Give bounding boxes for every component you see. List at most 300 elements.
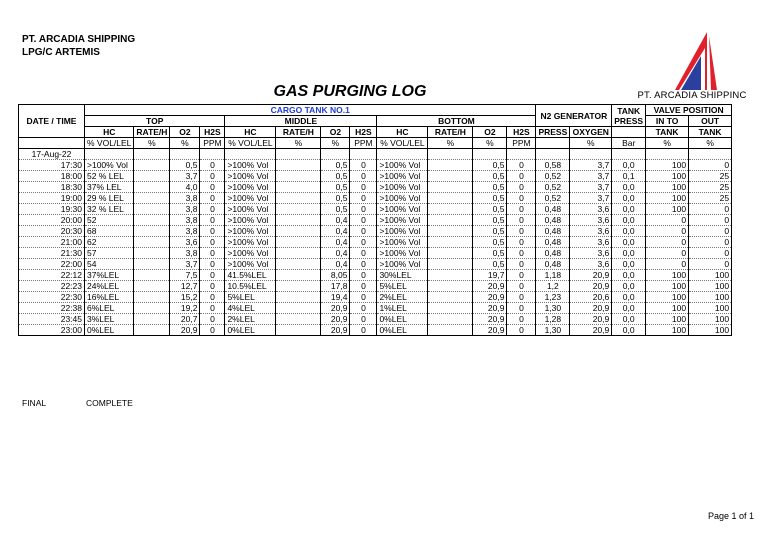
cell-b-hc: 30%LEL	[377, 270, 428, 281]
cell-rate	[428, 182, 473, 193]
cell-t-hc: 52 % LEL	[85, 171, 134, 182]
cell-b-o2: 0,5	[473, 204, 507, 215]
cell-b-hc: >100% Vol	[377, 160, 428, 171]
cell-t-hc: 0%LEL	[85, 325, 134, 336]
cell-m-o2: 0,4	[321, 248, 350, 259]
cell-out: 0	[689, 248, 732, 259]
cell-b-hc: >100% Vol	[377, 204, 428, 215]
cell-b-hc: >100% Vol	[377, 237, 428, 248]
cell-out: 100	[689, 270, 732, 281]
cell-tank: 0,0	[612, 204, 646, 215]
cell-t-hc: 3%LEL	[85, 314, 134, 325]
cell-b-h2s: 0	[507, 215, 536, 226]
cell-t-o2: 20,7	[170, 314, 200, 325]
cell-b-h2s: 0	[507, 182, 536, 193]
cell-in: 100	[646, 171, 689, 182]
cell-rate	[276, 303, 321, 314]
cell-b-o2: 0,5	[473, 237, 507, 248]
cell-t-h2s: 0	[200, 325, 225, 336]
table-row	[19, 314, 732, 325]
cell-m-h2s: 0	[350, 325, 377, 336]
cell-t-h2s: 0	[200, 248, 225, 259]
cell-time: 20:00	[19, 215, 85, 226]
header-h2s: H2S	[350, 127, 377, 138]
cell-t-o2: 3,6	[170, 237, 200, 248]
cell-press: 0,48	[536, 226, 570, 237]
cell-rate	[428, 193, 473, 204]
cell-b-h2s: 0	[507, 160, 536, 171]
cell-time: 23:45	[19, 314, 85, 325]
table-row	[19, 292, 732, 303]
cell-rate	[134, 204, 170, 215]
cell-t-o2: 3,8	[170, 204, 200, 215]
header-valve-position: VALVE POSITION	[646, 105, 732, 116]
cell-rate	[428, 292, 473, 303]
cell-m-h2s: 0	[350, 160, 377, 171]
cell-out: 100	[689, 325, 732, 336]
unit-h2s: PPM	[200, 138, 225, 149]
table-row	[19, 171, 732, 182]
cell-m-o2: 0,5	[321, 204, 350, 215]
cell-m-hc: 5%LEL	[225, 292, 276, 303]
cell-out: 0	[689, 160, 732, 171]
cell-rate	[428, 270, 473, 281]
cell-oxy: 3,6	[570, 226, 612, 237]
header-date-time: DATE / TIME	[19, 105, 85, 138]
cell-b-hc: 0%LEL	[377, 325, 428, 336]
cell-rate	[276, 325, 321, 336]
unit-o2: %	[473, 138, 507, 149]
table-row	[19, 215, 732, 226]
cell-t-o2: 19,2	[170, 303, 200, 314]
cell-rate	[276, 314, 321, 325]
cell-b-hc: >100% Vol	[377, 182, 428, 193]
cell-in: 100	[646, 314, 689, 325]
cell-m-h2s: 0	[350, 259, 377, 270]
cell-t-hc: 62	[85, 237, 134, 248]
cell-rate	[134, 226, 170, 237]
cell-press: 1,30	[536, 325, 570, 336]
unit-bar: Bar	[612, 138, 646, 149]
cell-in: 100	[646, 182, 689, 193]
cell-tank: 0,0	[612, 237, 646, 248]
cell-time: 22:38	[19, 303, 85, 314]
cell-rate	[428, 160, 473, 171]
cell-b-h2s: 0	[507, 314, 536, 325]
unit-rate: %	[134, 138, 170, 149]
table-row	[19, 270, 732, 281]
cell-in: 100	[646, 281, 689, 292]
cell-t-h2s: 0	[200, 215, 225, 226]
vessel-name: LPG/C ARTEMIS	[22, 47, 100, 58]
cell-t-h2s: 0	[200, 193, 225, 204]
cell-m-o2: 19,4	[321, 292, 350, 303]
cell-t-h2s: 0	[200, 314, 225, 325]
cell-rate	[276, 193, 321, 204]
cell-t-o2: 0,5	[170, 160, 200, 171]
header-h2s: H2S	[507, 127, 536, 138]
cell-m-hc: 0%LEL	[225, 325, 276, 336]
cell-tank: 0,0	[612, 160, 646, 171]
final-status: COMPLETE	[86, 398, 133, 408]
header-rate: RATE/H	[276, 127, 321, 138]
cell-time: 19:30	[19, 204, 85, 215]
cell-rate	[134, 292, 170, 303]
table-row	[19, 325, 732, 336]
cell-time: 21:00	[19, 237, 85, 248]
cell-t-o2: 3,7	[170, 171, 200, 182]
cell-press: 0,58	[536, 160, 570, 171]
cell-oxy: 3,6	[570, 204, 612, 215]
cell-m-hc: 4%LEL	[225, 303, 276, 314]
cell-b-hc: >100% Vol	[377, 193, 428, 204]
header-o2: O2	[170, 127, 200, 138]
cell-t-hc: 68	[85, 226, 134, 237]
cell-in: 0	[646, 248, 689, 259]
cell-m-h2s: 0	[350, 314, 377, 325]
cell-in: 100	[646, 193, 689, 204]
unit-h2s: PPM	[507, 138, 536, 149]
cell-rate	[134, 171, 170, 182]
cell-tank: 0,0	[612, 303, 646, 314]
cell-rate	[428, 248, 473, 259]
cell-tank: 0,0	[612, 281, 646, 292]
unit-press	[536, 138, 570, 149]
cell-time: 20:30	[19, 226, 85, 237]
cell-m-hc: >100% Vol	[225, 182, 276, 193]
cell-m-hc: >100% Vol	[225, 226, 276, 237]
cell-b-o2: 0,5	[473, 160, 507, 171]
cell-b-hc: >100% Vol	[377, 248, 428, 259]
cell-rate	[428, 314, 473, 325]
cell-b-h2s: 0	[507, 193, 536, 204]
cell-m-h2s: 0	[350, 171, 377, 182]
header-into: IN TO	[646, 116, 689, 127]
cell-m-hc: >100% Vol	[225, 259, 276, 270]
cell-in: 0	[646, 215, 689, 226]
cell-tank: 0,1	[612, 171, 646, 182]
header-out-tank: TANK	[689, 127, 732, 138]
date-row	[19, 149, 732, 160]
cell-press: 1,28	[536, 314, 570, 325]
cell-oxy: 3,7	[570, 193, 612, 204]
unit-rate: %	[276, 138, 321, 149]
cell-t-h2s: 0	[200, 303, 225, 314]
cell-oxy: 20,9	[570, 281, 612, 292]
cell-out: 100	[689, 292, 732, 303]
cell-m-hc: >100% Vol	[225, 160, 276, 171]
cell-b-o2: 0,5	[473, 193, 507, 204]
header-rate: RATE/H	[134, 127, 170, 138]
cell-t-o2: 3,8	[170, 248, 200, 259]
cell-b-hc: 2%LEL	[377, 292, 428, 303]
cell-time: 21:30	[19, 248, 85, 259]
cell-rate	[134, 193, 170, 204]
cell-oxy: 3,7	[570, 182, 612, 193]
cell-rate	[134, 237, 170, 248]
table-row	[19, 281, 732, 292]
cell-t-hc: >100% Vol	[85, 160, 134, 171]
unit-oxygen: %	[570, 138, 612, 149]
cell-t-h2s: 0	[200, 281, 225, 292]
cell-press: 0,52	[536, 171, 570, 182]
cell-time: 18:30	[19, 182, 85, 193]
cell-b-h2s: 0	[507, 281, 536, 292]
cell-t-hc: 32 % LEL	[85, 204, 134, 215]
date-cell: 17-Aug-22	[19, 149, 85, 160]
header-press: PRESS	[536, 127, 570, 138]
cell-oxy: 3,7	[570, 171, 612, 182]
page-number: Page 1 of 1	[707, 511, 754, 521]
cell-b-hc: 0%LEL	[377, 314, 428, 325]
cell-b-o2: 19,7	[473, 270, 507, 281]
header-bottom: BOTTOM	[377, 116, 536, 127]
cell-out: 100	[689, 281, 732, 292]
cell-t-o2: 3,8	[170, 215, 200, 226]
cell-oxy: 20,9	[570, 270, 612, 281]
header-o2: O2	[473, 127, 507, 138]
table-row	[19, 248, 732, 259]
header-hc: HC	[85, 127, 134, 138]
cell-m-o2: 0,4	[321, 259, 350, 270]
table-row	[19, 182, 732, 193]
cell-b-hc: 1%LEL	[377, 303, 428, 314]
cell-b-h2s: 0	[507, 259, 536, 270]
log-rows	[19, 149, 732, 336]
cell-in: 100	[646, 292, 689, 303]
header-o2: O2	[321, 127, 350, 138]
cell-t-h2s: 0	[200, 292, 225, 303]
cell-t-hc: 24%LEL	[85, 281, 134, 292]
cell-time: 18:00	[19, 171, 85, 182]
cell-out: 25	[689, 171, 732, 182]
cell-tank: 0,0	[612, 314, 646, 325]
cell-oxy: 20,9	[570, 325, 612, 336]
cell-m-h2s: 0	[350, 292, 377, 303]
cell-b-h2s: 0	[507, 292, 536, 303]
unit-into: %	[646, 138, 689, 149]
cell-m-h2s: 0	[350, 193, 377, 204]
unit-hc: % VOL/LEL	[85, 138, 134, 149]
company-block	[22, 33, 135, 59]
cell-t-hc: 29 % LEL	[85, 193, 134, 204]
cell-in: 0	[646, 259, 689, 270]
cell-tank: 0,0	[612, 259, 646, 270]
cell-b-o2: 0,5	[473, 182, 507, 193]
header-tank-blank	[612, 127, 646, 138]
header-oxygen: OXYGEN	[570, 127, 612, 138]
table-row	[19, 259, 732, 270]
cell-b-o2: 20,9	[473, 303, 507, 314]
cell-press: 1,18	[536, 270, 570, 281]
cell-out: 25	[689, 193, 732, 204]
cell-time: 22:30	[19, 292, 85, 303]
cell-m-hc: 10.5%LEL	[225, 281, 276, 292]
cell-rate	[134, 182, 170, 193]
table-row	[19, 160, 732, 171]
cell-time: 23:00	[19, 325, 85, 336]
cell-m-h2s: 0	[350, 248, 377, 259]
unit-o2: %	[170, 138, 200, 149]
cell-tank: 0,0	[612, 292, 646, 303]
cell-rate	[428, 259, 473, 270]
cell-t-hc: 6%LEL	[85, 303, 134, 314]
cell-b-h2s: 0	[507, 303, 536, 314]
cell-t-o2: 3,8	[170, 226, 200, 237]
cell-oxy: 3,6	[570, 215, 612, 226]
cell-b-h2s: 0	[507, 248, 536, 259]
cell-rate	[276, 182, 321, 193]
cell-press: 0,48	[536, 204, 570, 215]
table-row	[19, 303, 732, 314]
cell-rate	[428, 325, 473, 336]
cell-rate	[134, 215, 170, 226]
logo-text: PT. ARCADIA SHIPPINC	[637, 90, 747, 101]
cell-t-h2s: 0	[200, 204, 225, 215]
cell-rate	[276, 204, 321, 215]
header-out: OUT	[689, 116, 732, 127]
unit-rate: %	[428, 138, 473, 149]
cell-rate	[134, 248, 170, 259]
cell-in: 100	[646, 325, 689, 336]
cell-press: 0,48	[536, 215, 570, 226]
cell-out: 0	[689, 215, 732, 226]
cell-rate	[134, 281, 170, 292]
cell-m-o2: 0,5	[321, 160, 350, 171]
cell-press: 0,48	[536, 248, 570, 259]
page-title: GAS PURGING LOG	[273, 83, 427, 100]
cell-m-hc: 2%LEL	[225, 314, 276, 325]
cell-m-hc: 41.5%LEL	[225, 270, 276, 281]
cell-t-o2: 7,5	[170, 270, 200, 281]
unit-h2s: PPM	[350, 138, 377, 149]
cell-press: 1,30	[536, 303, 570, 314]
header-h2s: H2S	[200, 127, 225, 138]
cell-m-o2: 0,5	[321, 193, 350, 204]
cell-t-h2s: 0	[200, 270, 225, 281]
cell-m-h2s: 0	[350, 281, 377, 292]
unit-o2: %	[321, 138, 350, 149]
cell-press: 0,48	[536, 259, 570, 270]
cell-rate	[276, 171, 321, 182]
cell-b-h2s: 0	[507, 270, 536, 281]
cell-rate	[428, 204, 473, 215]
cell-rate	[134, 160, 170, 171]
table-row	[19, 193, 732, 204]
cell-rate	[428, 303, 473, 314]
header-n2-generator: N2 GENERATOR	[536, 105, 612, 127]
cell-oxy: 3,7	[570, 160, 612, 171]
cell-rate	[428, 237, 473, 248]
cell-press: 1,23	[536, 292, 570, 303]
cell-rate	[276, 215, 321, 226]
cell-out: 0	[689, 226, 732, 237]
cell-t-h2s: 0	[200, 259, 225, 270]
cell-press: 1,2	[536, 281, 570, 292]
cell-b-h2s: 0	[507, 226, 536, 237]
cell-t-h2s: 0	[200, 160, 225, 171]
cell-t-o2: 3,7	[170, 259, 200, 270]
cell-b-h2s: 0	[507, 325, 536, 336]
cell-m-o2: 17,8	[321, 281, 350, 292]
cell-rate	[276, 160, 321, 171]
cell-rate	[134, 325, 170, 336]
cell-m-o2: 8,05	[321, 270, 350, 281]
cell-tank: 0,0	[612, 226, 646, 237]
cell-rate	[428, 215, 473, 226]
table-row	[19, 237, 732, 248]
cell-b-hc: 5%LEL	[377, 281, 428, 292]
final-label: FINAL	[22, 398, 47, 408]
cell-out: 100	[689, 314, 732, 325]
cell-time: 22:23	[19, 281, 85, 292]
header-into-tank: TANK	[646, 127, 689, 138]
cell-in: 100	[646, 303, 689, 314]
cell-rate	[276, 281, 321, 292]
cell-t-h2s: 0	[200, 171, 225, 182]
cell-tank: 0,0	[612, 193, 646, 204]
header-hc: HC	[377, 127, 428, 138]
cell-b-hc: >100% Vol	[377, 171, 428, 182]
cell-m-o2: 0,5	[321, 171, 350, 182]
cell-b-o2: 0,5	[473, 248, 507, 259]
cell-b-o2: 0,5	[473, 226, 507, 237]
unit-out: %	[689, 138, 732, 149]
cell-oxy: 3,6	[570, 237, 612, 248]
cell-rate	[276, 270, 321, 281]
cell-t-o2: 3,8	[170, 193, 200, 204]
cell-time: 19:00	[19, 193, 85, 204]
cell-in: 100	[646, 160, 689, 171]
cell-out: 0	[689, 259, 732, 270]
cell-m-hc: >100% Vol	[225, 204, 276, 215]
table-row	[19, 226, 732, 237]
cell-b-o2: 20,9	[473, 292, 507, 303]
cell-m-o2: 20,9	[321, 314, 350, 325]
cell-m-o2: 0,4	[321, 226, 350, 237]
cell-rate	[276, 248, 321, 259]
cell-rate	[134, 259, 170, 270]
cell-t-hc: 37% LEL	[85, 182, 134, 193]
cell-b-hc: >100% Vol	[377, 215, 428, 226]
cell-m-h2s: 0	[350, 270, 377, 281]
cell-t-hc: 54	[85, 259, 134, 270]
cell-rate	[276, 292, 321, 303]
cell-t-h2s: 0	[200, 237, 225, 248]
table-row	[19, 204, 732, 215]
cell-t-hc: 52	[85, 215, 134, 226]
header-blank	[19, 138, 85, 149]
cell-out: 0	[689, 204, 732, 215]
header-middle: MIDDLE	[225, 116, 377, 127]
cell-rate	[428, 281, 473, 292]
cell-m-o2: 0,4	[321, 237, 350, 248]
header-cargo-tank: CARGO TANK NO.1	[85, 105, 536, 116]
cell-m-o2: 20,9	[321, 325, 350, 336]
cell-b-o2: 20,9	[473, 314, 507, 325]
header-rate: RATE/H	[428, 127, 473, 138]
cell-b-hc: >100% Vol	[377, 259, 428, 270]
cell-m-h2s: 0	[350, 215, 377, 226]
header-top: TOP	[85, 116, 225, 127]
cell-m-h2s: 0	[350, 182, 377, 193]
cell-b-h2s: 0	[507, 204, 536, 215]
cell-t-h2s: 0	[200, 226, 225, 237]
cell-rate	[428, 171, 473, 182]
cell-in: 0	[646, 237, 689, 248]
cell-in: 0	[646, 226, 689, 237]
cell-m-hc: >100% Vol	[225, 248, 276, 259]
